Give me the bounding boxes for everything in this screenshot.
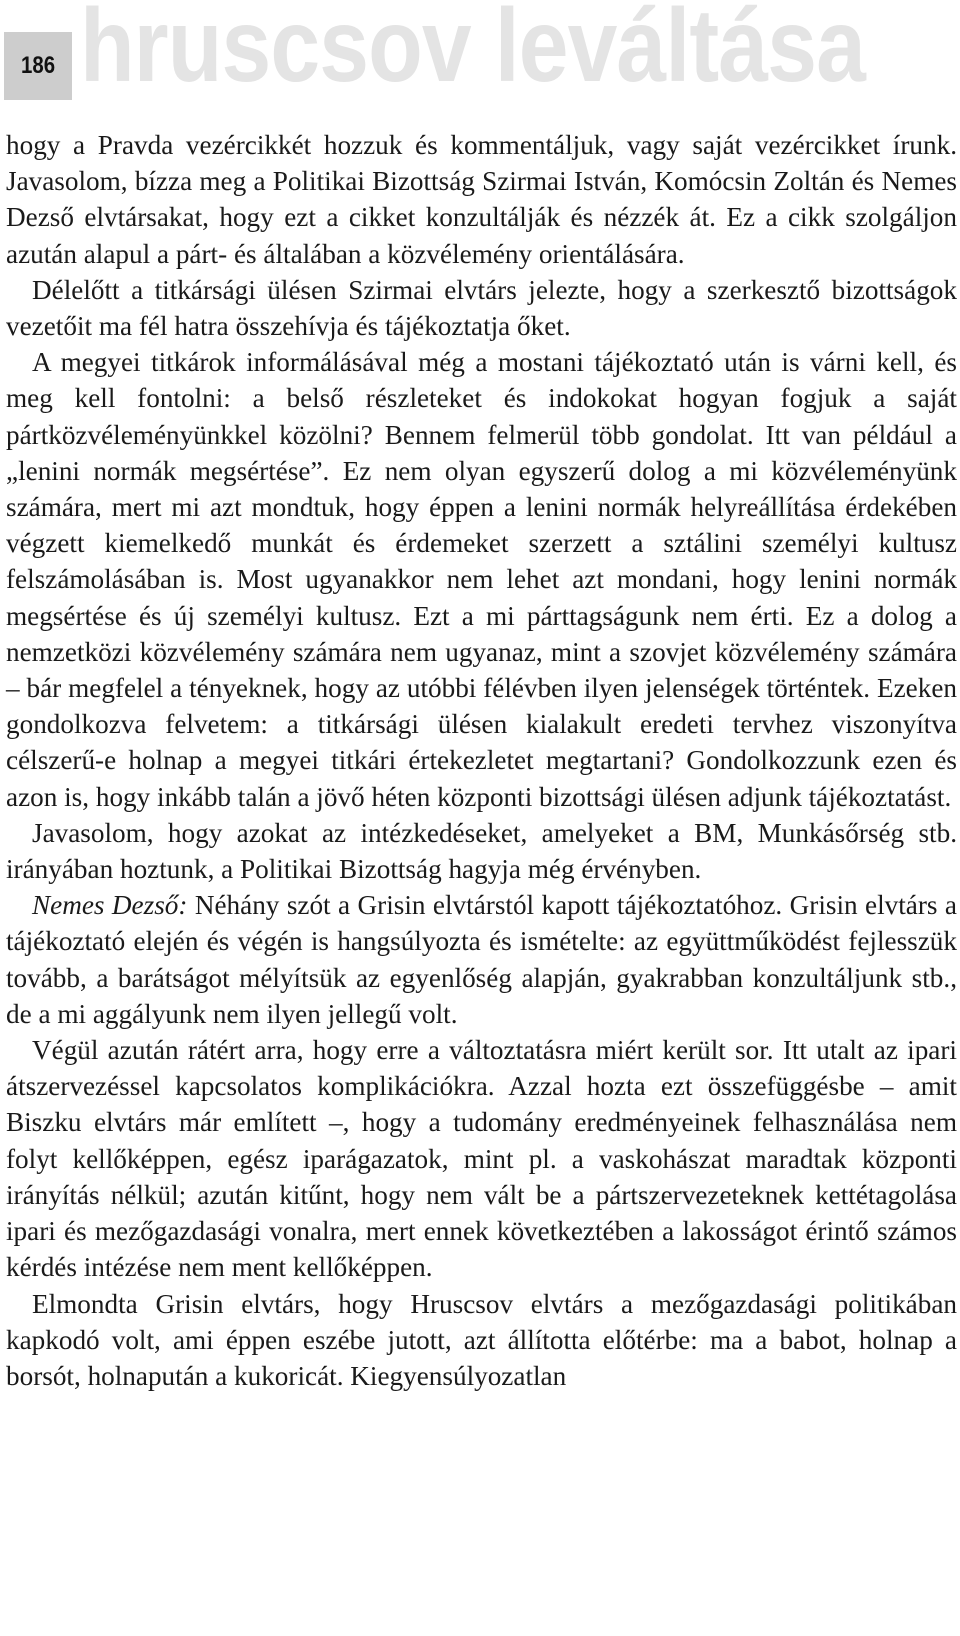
paragraph-2: Délelőtt a titkársági ülésen Szirmai elvtárs jelezte, hogy a szerkesztő bizottságok vezetőit ma fél hatra összehívja és tájékoztatja őket. xyxy=(6,274,957,342)
speaker-name: Nemes Dezső: xyxy=(32,890,188,921)
running-title: hruscsov leváltása xyxy=(80,0,865,104)
paragraph-5-text: Néhány szót a Grisin elvtárstól kapott tájékoztatóhoz. Grisin elvtárs a tájékoztató elején és végén is hangsúlyozta és ismételte: az együttműködést fejlesszük tovább, a barátságot mélyítsük az egyenlőség alapján, gyakrabban konzultáljunk stb., de a mi aggályunk nem ilyen jellegű volt. xyxy=(6,890,957,1029)
paragraph-5 xyxy=(6,887,957,1032)
paragraph-4: Javasolom, hogy azokat az intézkedéseket, amelyeket a BM, Munkásőrség stb. irányában hoztunk, a Politikai Bizottság hagyja még érvényben. xyxy=(6,817,957,885)
paragraph-3: A megyei titkárok informálásával még a mostani tájékoztató után is várni kell, és meg kell fontolni: a belső részleteket és indokokat hogyan fogjuk a saját pártközvéleményünkkel közölni? Bennem felmerül több gondolat. Itt van például a „lenini normák megsértése”. Ez nem olyan egyszerű dolog a mi közvéleményünk számára, mert mi azt mondtuk, hogy éppen a lenini normák helyreállítása érdekében végzett kiemelkedő munkát és érdemeket szerzett a sztálini személyi kultusz felszámolásában is. Most ugyanakkor nem lehet azt mondani, hogy lenini normák megsértése és új személyi kultusz. Ezt a mi párttagságunk nem érti. Ez a dolog a nemzetközi közvélemény számára nem ugyanaz, mint a szovjet közvélemény számára – bár megfelel a tényeknek, hogy az utóbbi félévben ilyen jelenségek történtek. Ezeken gondolkozva felvetem: a titkársági ülésen kialakult eredeti tervhez viszonyítva célszerű-e holnap a megyei titkári értekezletet megtartani? Gondolkozzunk ezen és azon is, hogy inkább talán a jövő héten központi bizottsági ülésen adjunk tájékoztatást. xyxy=(6,347,957,812)
page-header xyxy=(0,0,960,120)
paragraph-7: Elmondta Grisin elvtárs, hogy Hruscsov elvtárs a mezőgazdasági politikában kapkodó volt, ami éppen eszébe jutott, azt állította előtérbe: ma a babot, holnap a borsót, holnapután a kukoricát. Kiegyensúlyozatlan xyxy=(6,1288,957,1391)
paragraph-1: hogy a Pravda vezércikkét hozzuk és kommentáljuk, vagy saját vezércikket írunk. Javasolom, bízza meg a Politikai Bizottság Szirmai István, Komócsin Zoltán és Nemes Dezső elvtársakat, hogy ezt a cikket konzultálják és nézzék át. Ez a cikk szolgáljon azután alapul a párt- és általában a közvélemény orientálására. xyxy=(6,130,957,269)
body-text xyxy=(6,127,957,1394)
paragraph-6: Végül azután rátért arra, hogy erre a változtatásra miért került sor. Itt utalt az ipari átszervezéssel kapcsolatos komplikációkra. Azzal hozta ezt összefüggésbe – amit Biszku elvtárs már említett –, hogy a tudomány eredményeinek felhasználása nem folyt kellőképpen, egész iparágazatok, mint pl. a vaskohászat maradtak központi irányítás nélkül; azután kitűnt, hogy nem vált be a pártszervezeteknek kettétagolása ipari és mezőgazdasági vonalra, mert ennek következtében a lakosságot érintő számos kérdés intézése nem ment kellőképpen. xyxy=(6,1035,957,1283)
page-number-box xyxy=(4,32,72,100)
page-number: 186 xyxy=(20,52,56,79)
